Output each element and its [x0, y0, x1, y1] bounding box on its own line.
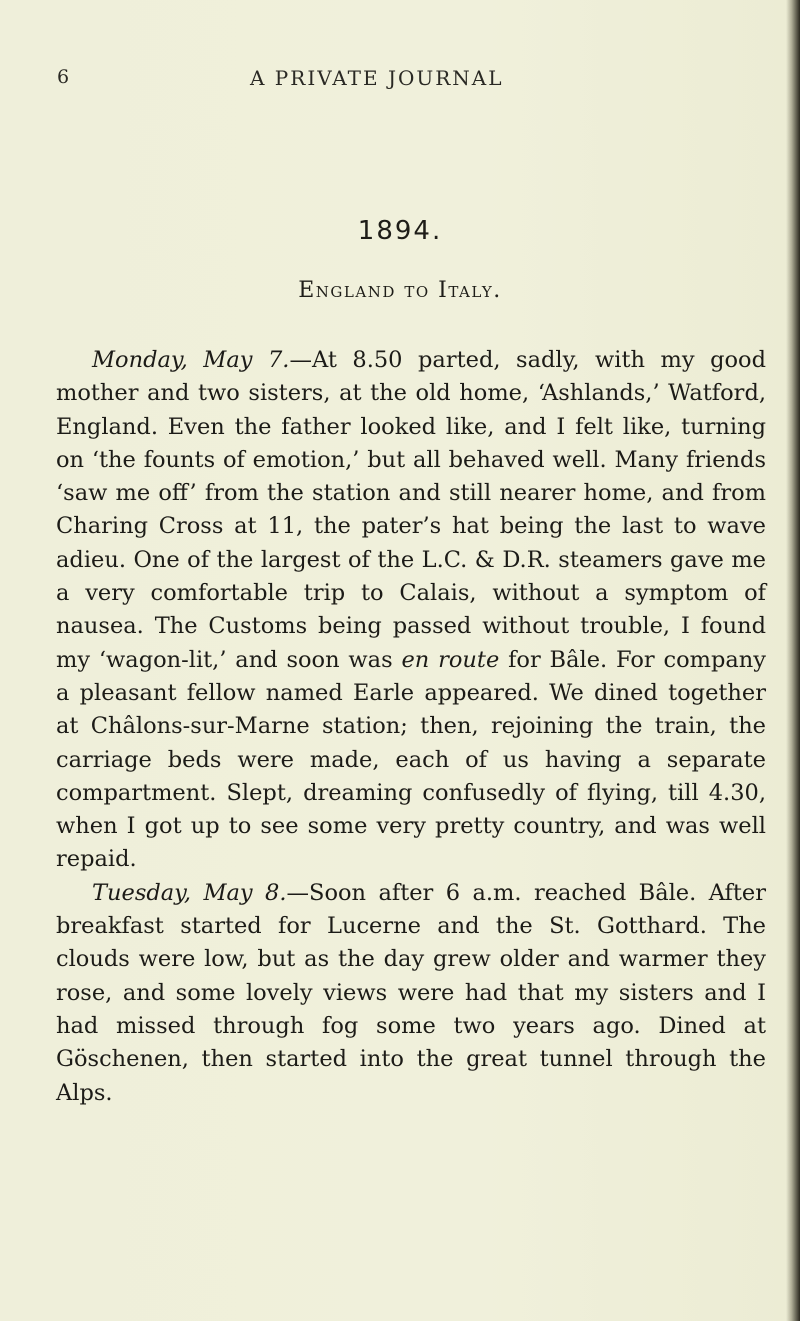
italic-phrase: en route [401, 646, 500, 673]
year-heading: 1894. [357, 216, 443, 246]
page-number: 6 [57, 66, 71, 88]
entry-text: —At 8.50 parted, sadly, with my good mother and two sisters, at the old home, ‘Ashlands,’ Watford, England. Even the father looked like, and I felt like, turning on ‘the founts of emotion,’ but all behaved well. Many friends ‘saw me off’ from the station and still nearer home, and from Charing Cross at 11, the pater’s hat being the last to wave adieu. One of the largest of the L.C. & D.R. steamers gave me a very comfortable trip to Calais, without a symptom of nausea. The Customs being passed without trouble, I found my ‘wagon-lit,’ and soon was [56, 347, 767, 673]
journal-entry [56, 877, 766, 1110]
entry-text: for Bâle. For company a pleasant fellow named Earle appeared. We dined together at Châlons-sur-Marne station; then, rejoining the train, the carriage beds were made, each of us having a separate compartment. Slept, dreaming confusedly of flying, till 4.30, when I got up to see some very pretty country, and was well repaid. [56, 646, 767, 873]
journal-entry [56, 344, 766, 877]
entry-date: Monday, May 7. [92, 347, 290, 373]
running-head: A PRIVATE JOURNAL [250, 66, 504, 90]
page-edge-shadow [786, 0, 800, 1321]
page-header [0, 66, 790, 96]
section-title: England to Italy. [298, 278, 502, 303]
entry-date: Tuesday, May 8. [92, 879, 287, 906]
entry-text: —Soon after 6 a.m. reached Bâle. After breakfast started for Lucerne and the St. Gotthard. The clouds were low, but as the day grew older and warmer they rose, and some lovely views were had that my sisters and I had missed through fog some two years ago. Dined at Göschenen, then started into the great tunnel through the Alps. [56, 879, 766, 1106]
journal-body [56, 344, 766, 1110]
